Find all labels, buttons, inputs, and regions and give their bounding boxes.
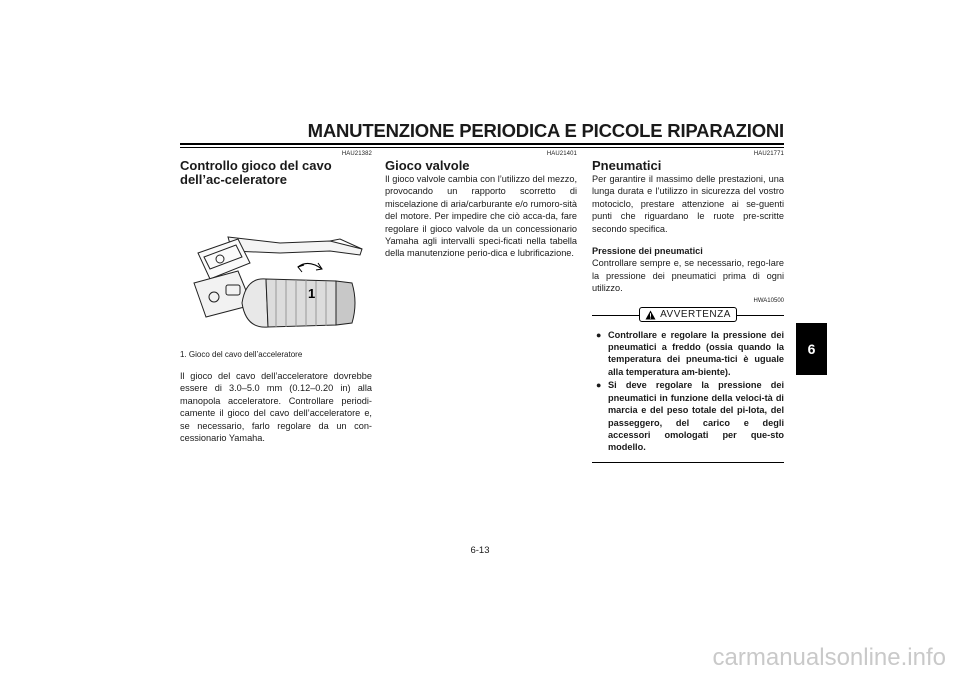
warning-bottom-rule bbox=[592, 462, 784, 463]
page-header-title: MANUTENZIONE PERIODICA E PICCOLE RIPARAZIONI bbox=[307, 120, 784, 141]
header-rule bbox=[180, 143, 784, 145]
warning-code: HWA10500 bbox=[753, 297, 784, 304]
section-title-valve-clearance: Gioco valvole bbox=[385, 158, 470, 173]
figure-caption: 1. Gioco del cavo dell’acceleratore bbox=[180, 350, 303, 359]
section-code: HAU21382 bbox=[341, 151, 372, 157]
section-code: HAU21771 bbox=[753, 151, 784, 157]
subsection-body-tire-pressure: Controllare sempre e, se necessario, rego-lare la pressione dei pneumatici prima di ogni utilizzo. bbox=[592, 258, 784, 294]
section-code: HAU21401 bbox=[546, 151, 577, 157]
watermark: carmanualsonline.info bbox=[712, 644, 946, 671]
section-body-throttle-cable: Il gioco del cavo dell’acceleratore dovrebbe essere di 3.0–5.0 mm (0.12–0.20 in) alla manopola acceleratore. Controllare periodi-camente il gioco del cavo dell’acceleratore e, se necessario, farlo regolare da un con-cessionario Yamaha. bbox=[180, 371, 372, 444]
warning-list bbox=[592, 329, 784, 454]
header-rule-thin bbox=[180, 147, 784, 148]
section-body-valve-clearance: Il gioco valvole cambia con l’utilizzo del mezzo, provocando un rapporto scorretto di miscelazione di aria/carburante e/o rumoro-sità del motore. Per impedire che ciò acca-da, fare regolare il gioco valvole da un concessionario Yamaha agli intervalli speci-ficati nella tabella della manutenzione perio-dica e lubrificazione. bbox=[385, 174, 577, 259]
throttle-grip-illustration bbox=[180, 193, 372, 343]
section-body-tires: Per garantire il massimo delle prestazioni, una lunga durata e l’utilizzo in sicurezza del vostro motociclo, prestare attenzione ai se-guenti punti che riguardano le ruote pre-scritte secondo specifica. bbox=[592, 174, 784, 234]
figure-callout-1: 1 bbox=[308, 286, 316, 301]
bullet-icon: ● bbox=[596, 329, 602, 340]
page-number: 6-13 bbox=[470, 545, 490, 556]
throttle-grip-drawing bbox=[180, 193, 372, 343]
subsection-title-tire-pressure: Pressione dei pneumatici bbox=[592, 246, 703, 257]
chapter-tab: 6 bbox=[796, 323, 827, 375]
column-tires bbox=[592, 150, 784, 463]
warning-badge bbox=[639, 307, 737, 322]
warning-label: AVVERTENZA bbox=[660, 309, 731, 321]
warning-triangle-icon bbox=[645, 310, 656, 320]
warning-header bbox=[592, 307, 784, 323]
column-throttle-cable bbox=[180, 150, 372, 444]
list-item: ● Si deve regolare la pressione dei pneumatici in funzione della veloci-tà di marcia e del peso totale del pi-lota, del passeggero, del carico e degli accessori omologati per que-sto modello. bbox=[592, 379, 784, 453]
list-item: ● Controllare e regolare la pressione dei pneumatici a freddo (ossia quando la temperatura dei pneuma-tici è uguale alla temperatura am-biente). bbox=[592, 329, 784, 379]
section-title-throttle-cable: Controllo gioco del cavo dell’ac-celeratore bbox=[180, 158, 332, 187]
section-title-tires: Pneumatici bbox=[592, 158, 662, 173]
bullet-icon: ● bbox=[596, 380, 602, 391]
column-valve-clearance bbox=[385, 150, 577, 260]
